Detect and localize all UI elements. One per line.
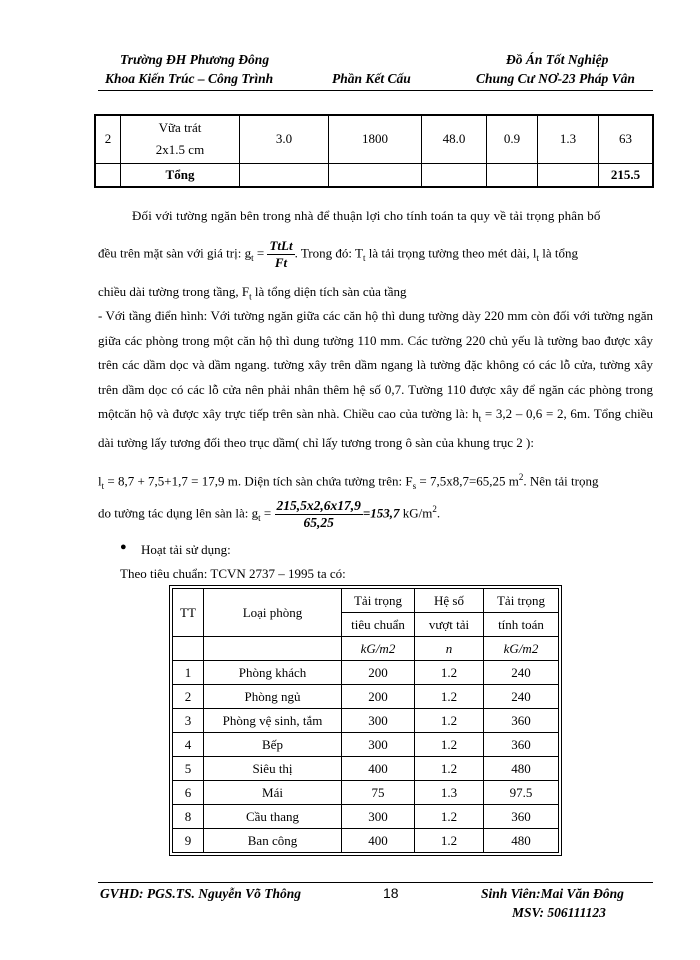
result-value: =153,7 (362, 505, 400, 521)
layer-thickness: 2x1.5 cm (155, 142, 205, 158)
table-row (173, 709, 559, 733)
wall-length-line (98, 472, 598, 491)
table-cell (204, 637, 342, 661)
header-project: Đồ Án Tốt Nghiệp (506, 52, 609, 67)
dead-load-table (94, 114, 654, 188)
table-cell: 9 (173, 829, 204, 853)
table-cell: 1.2 (415, 829, 484, 853)
table-cell: 200 (342, 661, 415, 685)
table-cell: 1 (173, 661, 204, 685)
table-row (173, 805, 559, 829)
header-factor: Hệ số (415, 589, 484, 613)
superscript: 2 (518, 472, 524, 482)
text-span: . Nên tải trọng (523, 473, 599, 489)
text-span: đều trên mặt sàn với giá trị: g (98, 245, 252, 261)
table-cell: Siêu thị (204, 757, 342, 781)
table-cell (422, 163, 487, 187)
paragraph-typical-floor (98, 304, 653, 456)
footer-student: Sinh Viên:Mai Văn Đông (481, 886, 624, 901)
text-span: là tổng (538, 245, 578, 261)
table-cell: 1.2 (415, 685, 484, 709)
unit-cell: kG/m2 (342, 637, 415, 661)
table-cell: 1.2 (415, 661, 484, 685)
table-row (173, 661, 559, 685)
table-cell: Phòng vệ sinh, tắm (204, 709, 342, 733)
table-cell: 400 (342, 757, 415, 781)
wall-load-calculation (275, 498, 363, 531)
table-cell: 1.3 (415, 781, 484, 805)
table-cell (121, 115, 240, 163)
table-cell: 6 (173, 781, 204, 805)
footer-student-id: MSV: 506111123 (512, 905, 606, 920)
total-value: 215.5 (599, 163, 654, 187)
table-cell: Mái (204, 781, 342, 805)
text-span: do tường tác dụng lên sàn là: g (98, 505, 259, 521)
footer-rule (98, 882, 653, 883)
table-cell: 400 (342, 829, 415, 853)
table-cell: 63 (599, 115, 654, 163)
table-cell: 2 (173, 685, 204, 709)
table-cell: 1.3 (538, 115, 599, 163)
fraction-numerator: TtLt (269, 238, 293, 253)
table-cell: Phòng ngủ (204, 685, 342, 709)
table-cell (95, 163, 121, 187)
table-row (95, 163, 653, 187)
header-design-load-2: tính toán (484, 613, 559, 637)
text-span: . Trong đó: T (294, 245, 363, 261)
text-span: = 7,5x8,7=65,25 m (416, 473, 519, 489)
table-cell: 300 (342, 733, 415, 757)
table-cell: 360 (484, 733, 559, 757)
table-cell: 1800 (329, 115, 422, 163)
table-cell (487, 163, 538, 187)
table-row (173, 733, 559, 757)
text-span: = (260, 505, 275, 521)
table-cell: 360 (484, 805, 559, 829)
header-school: Trường ĐH Phương Đông (120, 52, 270, 67)
table-cell (173, 637, 204, 661)
text-span: = 8,7 + 7,5+1,7 = 17,9 m. Diện tích sàn chứa tường trên: F (104, 473, 413, 489)
table-cell: 480 (484, 757, 559, 781)
header-factor-2: vượt tải (415, 613, 484, 637)
subscript: t (249, 291, 252, 302)
paragraph-formula-line (98, 238, 653, 271)
total-label: Tổng (121, 163, 240, 187)
table-cell: 1.2 (415, 709, 484, 733)
table-cell: 3 (173, 709, 204, 733)
header-building: Chung Cư NƠ-23 Pháp Vân (476, 71, 635, 86)
paragraph-intro: Đối với tường ngăn bên trong nhà để thuận lợi cho tính toán ta quy về tải trọng phân bố (132, 208, 601, 223)
table-row (173, 757, 559, 781)
table-cell: Phòng khách (204, 661, 342, 685)
fraction-denominator: 65,25 (303, 515, 334, 530)
subscript: t (258, 513, 261, 524)
table-row (173, 589, 559, 613)
table-cell: 8 (173, 805, 204, 829)
table-cell: 240 (484, 661, 559, 685)
paragraph-intro-end (98, 284, 407, 302)
wall-load-result-line (98, 498, 440, 531)
table-cell: 1.2 (415, 805, 484, 829)
header-faculty: Khoa Kiến Trúc – Công Trình (105, 71, 274, 86)
table-cell: 3.0 (240, 115, 329, 163)
table-cell (240, 163, 329, 187)
subscript: t (478, 413, 482, 424)
live-load-rows (173, 661, 559, 853)
standard-reference: Theo tiêu chuẩn: TCVN 2737 – 1995 ta có: (120, 566, 346, 581)
superscript: 2 (432, 504, 437, 515)
header-standard-load: Tải trọng (342, 589, 415, 613)
table-cell: 240 (484, 685, 559, 709)
text-span: = (253, 245, 268, 261)
subscript: t (362, 253, 366, 264)
footer-supervisor: GVHD: PGS.TS. Nguyễn Võ Thông (100, 886, 302, 901)
table-cell (538, 163, 599, 187)
text-span: l (98, 473, 102, 489)
table-cell: 200 (342, 685, 415, 709)
table-row (173, 685, 559, 709)
subscript: t (251, 253, 254, 264)
header-tt: TT (173, 589, 204, 637)
subscript: t (101, 480, 105, 491)
table-cell: 4 (173, 733, 204, 757)
text-span: là tải trọng tường theo mét dài, l (365, 245, 537, 261)
text-span: là tổng diện tích sàn của tầng (251, 284, 407, 299)
table-cell: 300 (342, 805, 415, 829)
text-span: . (436, 505, 441, 521)
header-standard-load-2: tiêu chuẩn (342, 613, 415, 637)
table-cell: 5 (173, 757, 204, 781)
fraction-denominator: Ft (274, 255, 288, 270)
layer-name: Vữa trát (158, 120, 202, 136)
table-cell: 2 (95, 115, 121, 163)
table-row (173, 637, 559, 661)
table-cell: 0.9 (487, 115, 538, 163)
wall-load-fraction (267, 238, 294, 271)
subscript: s (412, 480, 417, 491)
table-cell: 1.2 (415, 733, 484, 757)
text-span: = 3,2 – 0,6 = 2, 6m. Tổng chiều dài tường lấy tương đối theo trục dầm( chỉ lấy tương trong ô sàn của khung trục 2 ): (98, 406, 653, 451)
table-row (173, 781, 559, 805)
subscript: t (536, 253, 539, 264)
table-cell: 480 (484, 829, 559, 853)
text-span: chiều dài tường trong tầng, F (98, 284, 250, 299)
table-cell: Cầu thang (204, 805, 342, 829)
text-span: - Với tầng điển hình: Với tường ngăn giữa các căn hộ thì dung tường dày 220 mm còn đối với tường ngăn giữa các phòng trong một căn hộ thì dung tường 110 mm. Các tường 220 chủ yếu là tường bao được xây trên các dầm dọc và dầm ngang. tường xây trên dầm ngang là tường đặc không có các lỗ cửa, tường xây trên dầm dọc có các lỗ cửa nên phải nhân thêm hệ số 0,7. Tường 110 được xây để ngăn các phòng trong mộtcăn hộ và được xây trực tiếp trên sàn nhà. Chiều cao của tường là: h (98, 308, 653, 421)
live-load-table (172, 588, 559, 853)
header-section: Phần Kết Cấu (332, 71, 411, 86)
table-cell: 75 (342, 781, 415, 805)
unit-cell: kG/m2 (484, 637, 559, 661)
table-cell: 1.2 (415, 757, 484, 781)
header-room-type: Loại phòng (204, 589, 342, 637)
table-row (95, 115, 653, 163)
table-cell: 300 (342, 709, 415, 733)
table-cell: 97.5 (484, 781, 559, 805)
header-design-load: Tải trọng (484, 589, 559, 613)
fraction-numerator: 215,5x2,6x17,9 (276, 498, 361, 513)
unit-cell: n (415, 637, 484, 661)
table-cell (329, 163, 422, 187)
table-cell: 48.0 (422, 115, 487, 163)
table-cell: Bếp (204, 733, 342, 757)
text-span: kG/m (399, 505, 433, 521)
live-load-heading: Hoạt tải sử dụng: (141, 542, 231, 557)
table-cell: 360 (484, 709, 559, 733)
header-rule (98, 90, 653, 91)
table-row (173, 829, 559, 853)
bullet-icon: ● (120, 541, 127, 553)
table-cell: Ban công (204, 829, 342, 853)
page-number: 18 (383, 885, 399, 901)
